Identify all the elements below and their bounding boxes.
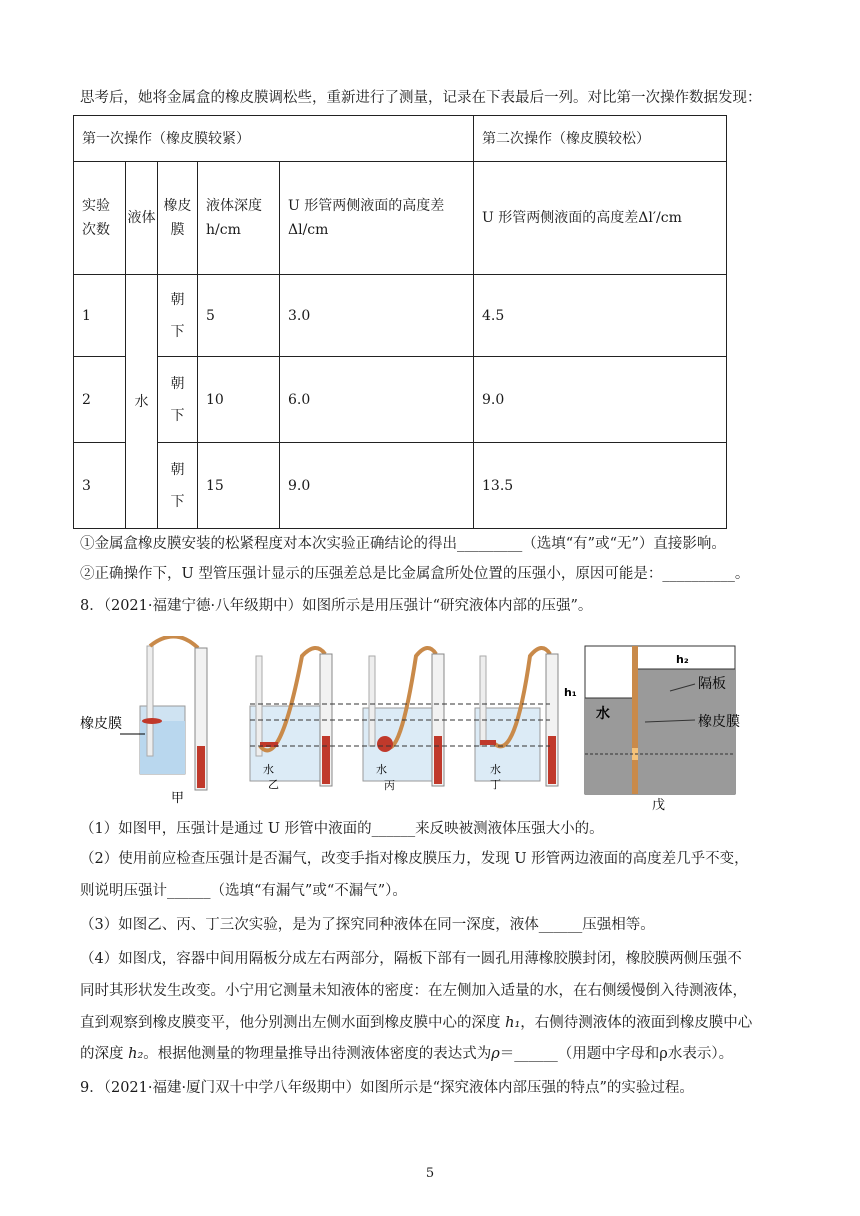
problem-8-q4b: 同时其形状发生改变。小宁用它测量未知液体的密度：在左侧加入适量的水，在右侧缓慢倒入待测液体， <box>80 983 747 999</box>
problem-8-title: 8．（2021·福建宁德·八年级期中）如图所示是用压强计“研究液体内部的压强”。 <box>80 598 593 614</box>
problem-8-q2b: 则说明压强计______（选填“有漏气”或“不漏气”）。 <box>80 883 407 899</box>
intro-text: 思考后，她将金属盒的橡皮膜调松些，重新进行了测量，记录在下表最后一列。对比第一次操作数据发现： <box>80 90 762 106</box>
col-depth: 液体深度h/cm <box>198 162 280 275</box>
label-jia: 甲 <box>171 791 185 806</box>
label-bing: 丙 <box>384 779 395 792</box>
row3-depth: 15 <box>198 443 280 529</box>
row2-trial: 2 <box>74 357 126 443</box>
table-row <box>74 357 727 443</box>
liquid-cell: 水 <box>126 275 158 529</box>
problem-8-q2a: （2）使用前应检查压强计是否漏气，改变手指对橡皮膜压力，发现 U 形管两边液面的高度差几乎不变， <box>80 851 749 867</box>
row2-diff1: 6.0 <box>280 357 474 443</box>
col-trial: 实验次数 <box>74 162 126 275</box>
table-row <box>74 443 727 529</box>
water-label-bing: 水 <box>376 763 387 776</box>
problem-8-q4a: （4）如图戊，容器中间用隔板分成左右两部分，隔板下部有一圆孔用薄橡胶膜封闭，橡胶膜两侧压强不 <box>80 951 742 967</box>
row2-depth: 10 <box>198 357 280 443</box>
row3-dir: 朝下 <box>158 443 198 529</box>
page-number: 5 <box>425 1166 435 1181</box>
op1-header: 第一次操作（橡皮膜较紧） <box>74 116 474 162</box>
row1-diff2: 4.5 <box>474 275 727 357</box>
row1-trial: 1 <box>74 275 126 357</box>
table-header-row <box>74 116 727 162</box>
problem-8-q4d: 的深度 h₂。根据他测量的物理量推导出待测液体密度的表达式为ρ＝______（用题中字母和ρ水表示）。 <box>80 1046 734 1062</box>
col-liquid: 液体 <box>126 162 158 275</box>
problem-9-title: 9．（2021·福建·厦门双十中学八年级期中）如图所示是“探究液体内部压强的特点”的实验过程。 <box>80 1080 694 1096</box>
partition-label: 隔板 <box>698 676 726 692</box>
row2-diff2: 9.0 <box>474 357 727 443</box>
h2-label: h₂ <box>676 653 689 666</box>
h1-label: h₁ <box>564 686 577 699</box>
row2-dir: 朝下 <box>158 357 198 443</box>
membrane-label-wu: 橡皮膜 <box>698 714 740 730</box>
row1-depth: 5 <box>198 275 280 357</box>
col-diff1: U 形管两侧液面的高度差Δl/cm <box>280 162 474 275</box>
setup-jia <box>140 636 207 790</box>
question-1: ①金属盒橡皮膜安装的松紧程度对本次实验正确结论的得出_________（选填“有”或“无”）直接影响。 <box>80 536 726 552</box>
problem-8-q1: （1）如图甲，压强计是通过 U 形管中液面的______来反映被测液体压强大小的。 <box>80 821 604 837</box>
label-yi: 乙 <box>268 778 279 791</box>
op2-header: 第二次操作（橡皮膜较松） <box>474 116 727 162</box>
col-diff2: U 形管两侧液面的高度差Δl′/cm <box>474 162 727 275</box>
row3-trial: 3 <box>74 443 126 529</box>
row1-diff1: 3.0 <box>280 275 474 357</box>
data-table <box>73 115 727 529</box>
col-membrane: 橡皮膜 <box>158 162 198 275</box>
water-label-yi: 水 <box>263 763 274 776</box>
problem-8-q3: （3）如图乙、丙、丁三次实验，是为了探究同种液体在同一深度，液体______压强相等。 <box>80 917 655 933</box>
membrane-label: 橡皮膜 <box>80 716 122 732</box>
row1-dir: 朝下 <box>158 275 198 357</box>
water-label-wu: 水 <box>596 706 610 722</box>
setup-ding <box>475 648 558 786</box>
question-2: ②正确操作下，U 型管压强计显示的压强差总是比金属盒所处位置的压强小，原因可能是：__________。 <box>80 566 750 582</box>
label-wu: 戊 <box>652 798 666 811</box>
label-ding: 丁 <box>490 778 501 791</box>
row3-diff2: 13.5 <box>474 443 727 529</box>
pressure-gauge-figure <box>80 636 780 811</box>
table-row <box>74 275 727 357</box>
row3-diff1: 9.0 <box>280 443 474 529</box>
problem-8-q4c: 直到观察到橡皮膜变平，他分别测出左侧水面到橡皮膜中心的深度 h₁，右侧待测液体的液面到橡皮膜中心 <box>80 1015 753 1031</box>
table-column-row <box>74 162 727 275</box>
water-label-ding: 水 <box>490 763 501 776</box>
